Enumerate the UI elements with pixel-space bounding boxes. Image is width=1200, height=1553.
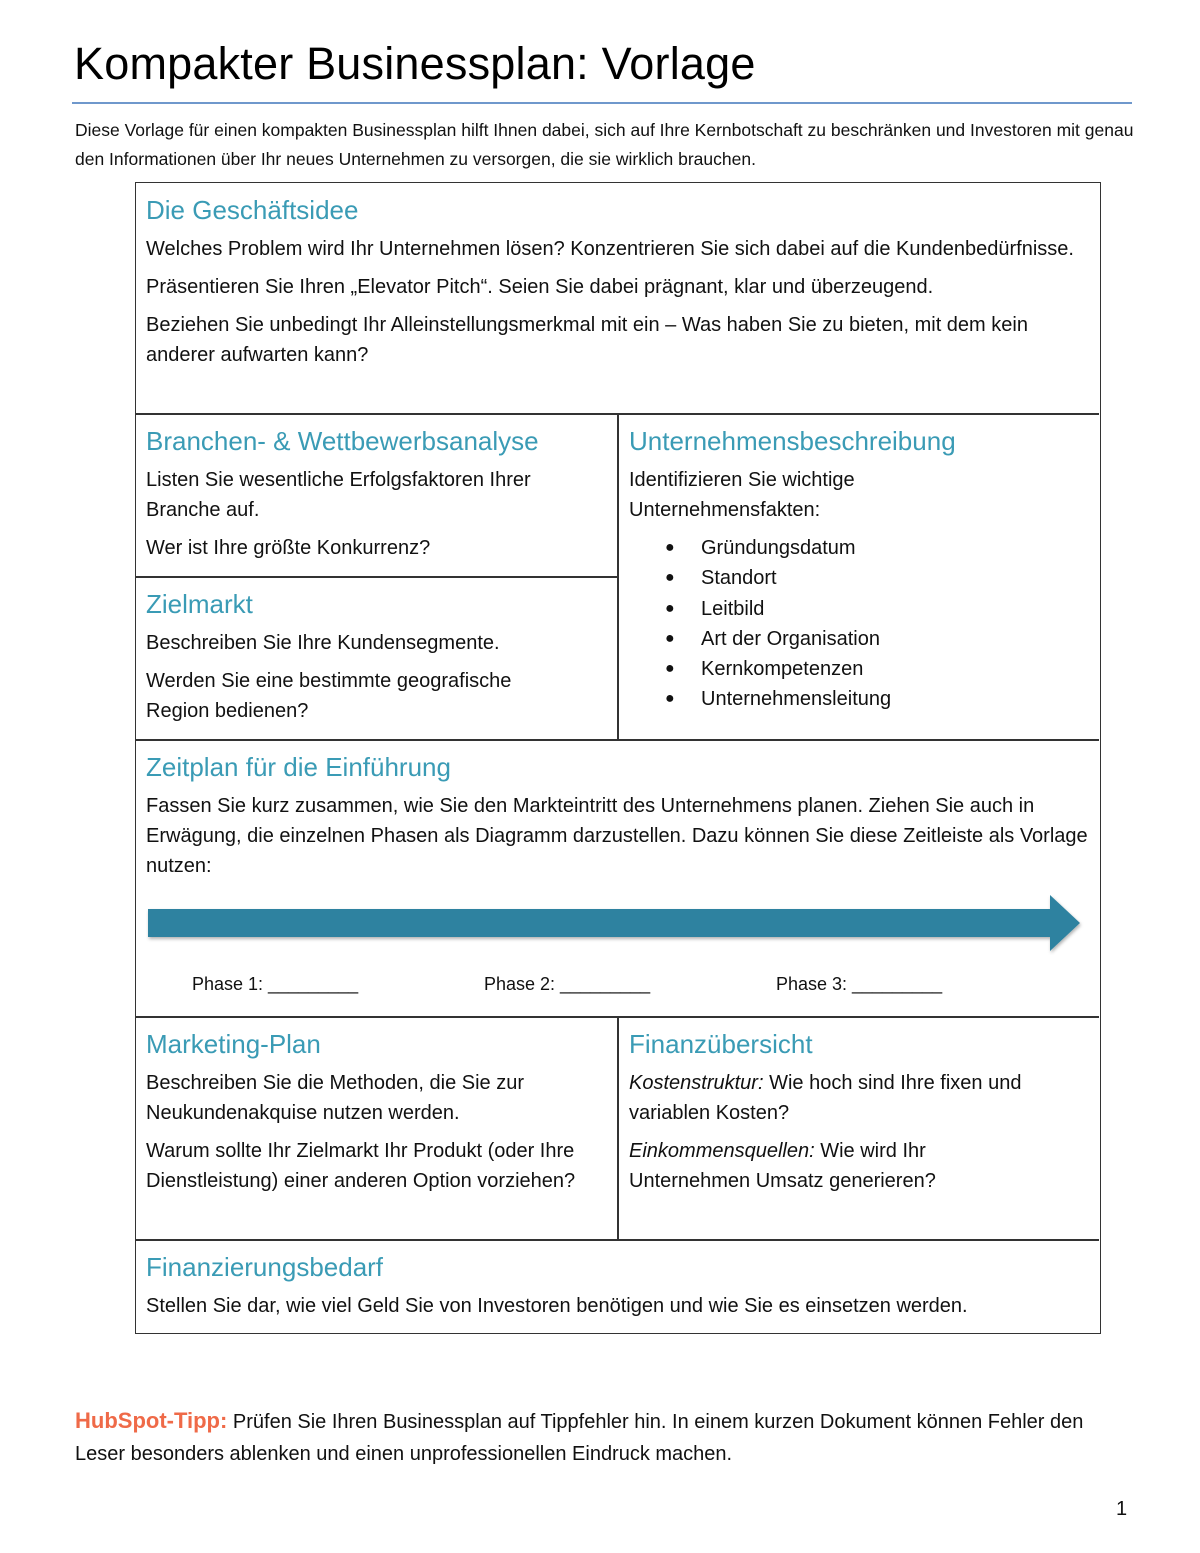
section-paragraph: Stellen Sie dar, wie viel Geld Sie von Investoren benötigen und wie Sie es einsetzen werden.	[146, 1295, 968, 1317]
row-divider	[136, 1239, 1099, 1241]
tip-text: Prüfen Sie Ihren Businessplan auf Tippfehler hin. In einem kurzen Dokument können Fehler den Leser besonders ablenken und einen unprofessionellen Eindruck machen.	[75, 1411, 1084, 1465]
company-facts-list	[629, 533, 1089, 715]
list-item: ● Gründungsdatum	[629, 533, 1089, 563]
list-item: ● Art der Organisation	[629, 624, 1089, 654]
intro-paragraph: Diese Vorlage für einen kompakten Businessplan hilft Ihnen dabei, sich auf Ihre Kernbotschaft zu beschränken und Investoren mit genau den Informationen über Ihr neues Unternehmen zu versorgen, die sie wirklich brauchen.	[75, 120, 1134, 169]
section-heading: Finanzübersicht	[629, 1029, 813, 1059]
section-financial-overview	[619, 1029, 1099, 1196]
list-item: ● Unternehmensleitung	[629, 684, 1089, 714]
bullet-icon: ●	[665, 660, 675, 678]
list-item: ● Kernkompetenzen	[629, 654, 1089, 684]
section-heading: Zeitplan für die Einführung	[146, 752, 451, 782]
section-business-idea	[136, 195, 1099, 370]
business-plan-table	[135, 182, 1101, 1334]
phase-1-label: Phase 1: _________	[192, 974, 359, 994]
section-timeline	[136, 752, 1099, 1014]
section-paragraph: Wer ist Ihre größte Konkurrenz?	[146, 537, 431, 559]
phase-2-label: Phase 2: _________	[484, 974, 651, 994]
bullet-icon: ●	[665, 599, 675, 617]
row-divider	[136, 739, 1099, 741]
bullet-icon: ●	[665, 690, 675, 708]
section-heading: Unternehmensbeschreibung	[629, 426, 956, 456]
section-heading: Die Geschäftsidee	[146, 195, 359, 225]
section-paragraph: Beschreiben Sie Ihre Kundensegmente.	[146, 632, 500, 654]
section-paragraph: Fassen Sie kurz zusammen, wie Sie den Markteintritt des Unternehmens planen. Ziehen Sie auch in Erwägung, die einzelnen Phasen als Diagramm darzustellen. Dazu können Sie diese Zeitleiste als Vorlage nutzen:	[146, 795, 1088, 877]
phase-3-label: Phase 3: _________	[776, 974, 943, 994]
page-number: 1	[1116, 1498, 1128, 1520]
section-paragraph: Kostenstruktur: Wie hoch sind Ihre fixen und variablen Kosten?	[629, 1072, 1022, 1124]
section-marketing-plan	[136, 1029, 616, 1196]
tip-label: HubSpot-Tipp:	[75, 1408, 228, 1433]
section-target-market	[136, 589, 616, 726]
section-heading: Finanzierungsbedarf	[146, 1252, 384, 1282]
list-item: ● Standort	[629, 563, 1089, 593]
section-funding-needs	[136, 1252, 1099, 1321]
section-heading: Zielmarkt	[146, 589, 253, 619]
document-title: Kompakter Businessplan: Vorlage	[74, 38, 756, 89]
bullet-icon: ●	[665, 569, 675, 587]
section-industry-analysis	[136, 426, 616, 563]
section-paragraph: Listen Sie wesentliche Erfolgsfaktoren Ihrer Branche auf.	[146, 469, 531, 521]
section-heading: Branchen- & Wettbewerbsanalyse	[146, 426, 539, 456]
section-paragraph: Welches Problem wird Ihr Unternehmen lösen? Konzentrieren Sie sich dabei auf die Kundenbedürfnisse.	[146, 238, 1074, 260]
section-company-description	[619, 426, 1099, 715]
income-sources-label: Einkommensquellen:	[629, 1140, 815, 1162]
cost-structure-label: Kostenstruktur:	[629, 1072, 764, 1094]
list-item: ● Leitbild	[629, 594, 1089, 624]
section-paragraph: Werden Sie eine bestimmte geografische Region bedienen?	[146, 670, 512, 722]
section-paragraph: Einkommensquellen: Wie wird Ihr Unternehmen Umsatz generieren?	[629, 1140, 936, 1192]
hubspot-tip	[75, 1405, 1135, 1470]
bullet-icon: ●	[665, 539, 675, 556]
bullet-icon: ●	[665, 629, 675, 647]
section-paragraph: Warum sollte Ihr Zielmarkt Ihr Produkt (oder Ihre Dienstleistung) einer anderen Option vorziehen?	[146, 1140, 576, 1192]
section-heading: Marketing-Plan	[146, 1029, 321, 1059]
section-paragraph: Beziehen Sie unbedingt Ihr Alleinstellungsmerkmal mit ein – Was haben Sie zu bieten, mit dem kein anderer aufwarten kann?	[146, 314, 1028, 366]
section-paragraph: Präsentieren Sie Ihren „Elevator Pitch“. Seien Sie dabei prägnant, klar und überzeugend.	[146, 276, 934, 298]
section-paragraph: Identifizieren Sie wichtige Unternehmensfakten:	[629, 469, 855, 521]
section-paragraph: Beschreiben Sie die Methoden, die Sie zur Neukundenakquise nutzen werden.	[146, 1072, 525, 1124]
timeline-arrow-icon	[146, 893, 1086, 955]
row-divider	[136, 576, 617, 578]
title-underline	[72, 102, 1132, 104]
